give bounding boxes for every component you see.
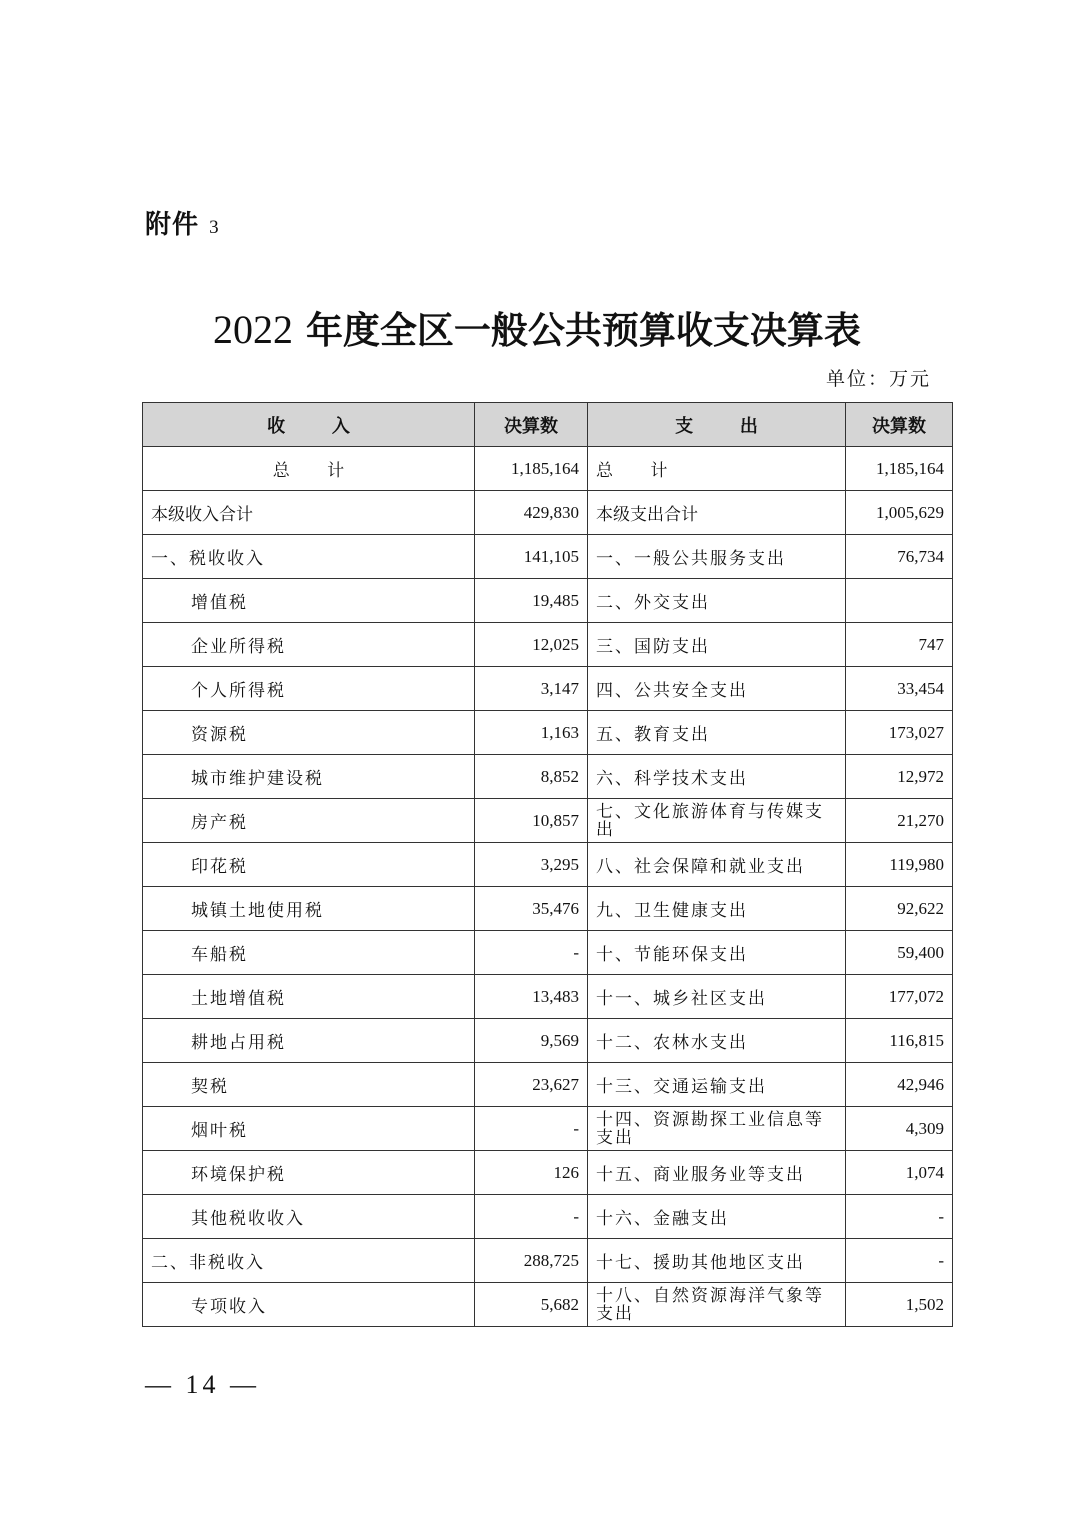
table-row [143,667,953,711]
expense-value: 116,815 [846,1019,953,1063]
expense-label: 十四、资源勘探工业信息等支出 [588,1107,846,1151]
expense-value: 76,734 [846,535,953,579]
income-label: 资源税 [143,711,475,755]
income-value: 13,483 [475,975,588,1019]
income-label: 增值税 [143,579,475,623]
expense-label: 十六、金融支出 [588,1195,846,1239]
table-row [143,535,953,579]
income-label: 城镇土地使用税 [143,887,475,931]
expense-label: 十二、农林水支出 [588,1019,846,1063]
income-value: 126 [475,1151,588,1195]
table-row [143,799,953,843]
income-label: 烟叶税 [143,1107,475,1151]
expense-value: - [846,1239,953,1283]
income-value: - [475,1195,588,1239]
table-row [143,1063,953,1107]
attachment-number: 3 [209,217,220,238]
table-row [143,623,953,667]
expense-label: 十一、城乡社区支出 [588,975,846,1019]
expense-value: 1,185,164 [846,447,953,491]
income-label: 耕地占用税 [143,1019,475,1063]
expense-value: 4,309 [846,1107,953,1151]
expense-label: 九、卫生健康支出 [588,887,846,931]
income-label: 城市维护建设税 [143,755,475,799]
expense-label: 三、国防支出 [588,623,846,667]
header-expense-value: 决算数 [846,403,953,447]
unit-label: 单位：万元 [825,368,931,390]
income-value: 9,569 [475,1019,588,1063]
income-label: 一、税收收入 [143,535,475,579]
expense-label: 十七、援助其他地区支出 [588,1239,846,1283]
expense-label: 十五、商业服务业等支出 [588,1151,846,1195]
income-label: 契税 [143,1063,475,1107]
expense-label: 十八、自然资源海洋气象等支出 [588,1283,846,1327]
header-expense: 支出 [588,403,846,447]
income-label: 专项收入 [143,1283,475,1327]
income-value: - [475,1107,588,1151]
income-value: 10,857 [475,799,588,843]
table-row [143,931,953,975]
table-row [143,887,953,931]
table-row [143,579,953,623]
income-value: - [475,931,588,975]
expense-label: 总计 [588,447,846,491]
income-label: 环境保护税 [143,1151,475,1195]
income-label: 本级收入合计 [143,491,475,535]
income-value: 288,725 [475,1239,588,1283]
income-value: 1,185,164 [475,447,588,491]
expense-label: 四、公共安全支出 [588,667,846,711]
income-value: 141,105 [475,535,588,579]
expense-value [846,579,953,623]
table-row [143,755,953,799]
income-label: 企业所得税 [143,623,475,667]
income-value: 3,147 [475,667,588,711]
table-row [143,1151,953,1195]
budget-table [142,402,953,1327]
expense-value: 119,980 [846,843,953,887]
table-row [143,975,953,1019]
table-row [143,447,953,491]
income-value: 5,682 [475,1283,588,1327]
attachment-label: 附件 3 [145,210,220,240]
income-label: 个人所得税 [143,667,475,711]
expense-value: 1,074 [846,1151,953,1195]
expense-value: 21,270 [846,799,953,843]
page-number: — 14 — [145,1370,260,1399]
expense-value: - [846,1195,953,1239]
header-income-value: 决算数 [475,403,588,447]
table-header-row [143,403,953,447]
income-value: 3,295 [475,843,588,887]
expense-label: 十、节能环保支出 [588,931,846,975]
income-label: 房产税 [143,799,475,843]
income-label: 总计 [143,447,475,491]
table-row [143,843,953,887]
expense-label: 七、文化旅游体育与传媒支出 [588,799,846,843]
expense-value: 12,972 [846,755,953,799]
income-label: 土地增值税 [143,975,475,1019]
expense-label: 二、外交支出 [588,579,846,623]
expense-value: 747 [846,623,953,667]
income-value: 23,627 [475,1063,588,1107]
table-row [143,1283,953,1327]
expense-label: 六、科学技术支出 [588,755,846,799]
income-value: 12,025 [475,623,588,667]
table-row [143,1107,953,1151]
expense-value: 1,502 [846,1283,953,1327]
income-label: 二、非税收入 [143,1239,475,1283]
table-row [143,1019,953,1063]
table-row [143,1239,953,1283]
income-label: 印花税 [143,843,475,887]
page-title [0,300,1074,354]
expense-value: 42,946 [846,1063,953,1107]
table-row [143,711,953,755]
income-value: 1,163 [475,711,588,755]
income-value: 35,476 [475,887,588,931]
table-row [143,1195,953,1239]
income-value: 429,830 [475,491,588,535]
table-row [143,491,953,535]
expense-label: 十三、交通运输支出 [588,1063,846,1107]
income-value: 19,485 [475,579,588,623]
expense-value: 177,072 [846,975,953,1019]
expense-label: 一、一般公共服务支出 [588,535,846,579]
expense-value: 92,622 [846,887,953,931]
title-text: 年度全区一般公共预算收支决算表 [305,309,861,352]
expense-value: 59,400 [846,931,953,975]
expense-value: 1,005,629 [846,491,953,535]
expense-label: 五、教育支出 [588,711,846,755]
income-label: 车船税 [143,931,475,975]
expense-label: 本级支出合计 [588,491,846,535]
header-income: 收入 [143,403,475,447]
expense-label: 八、社会保障和就业支出 [588,843,846,887]
income-value: 8,852 [475,755,588,799]
title-year: 2022 [213,307,294,352]
expense-value: 173,027 [846,711,953,755]
expense-value: 33,454 [846,667,953,711]
income-label: 其他税收收入 [143,1195,475,1239]
